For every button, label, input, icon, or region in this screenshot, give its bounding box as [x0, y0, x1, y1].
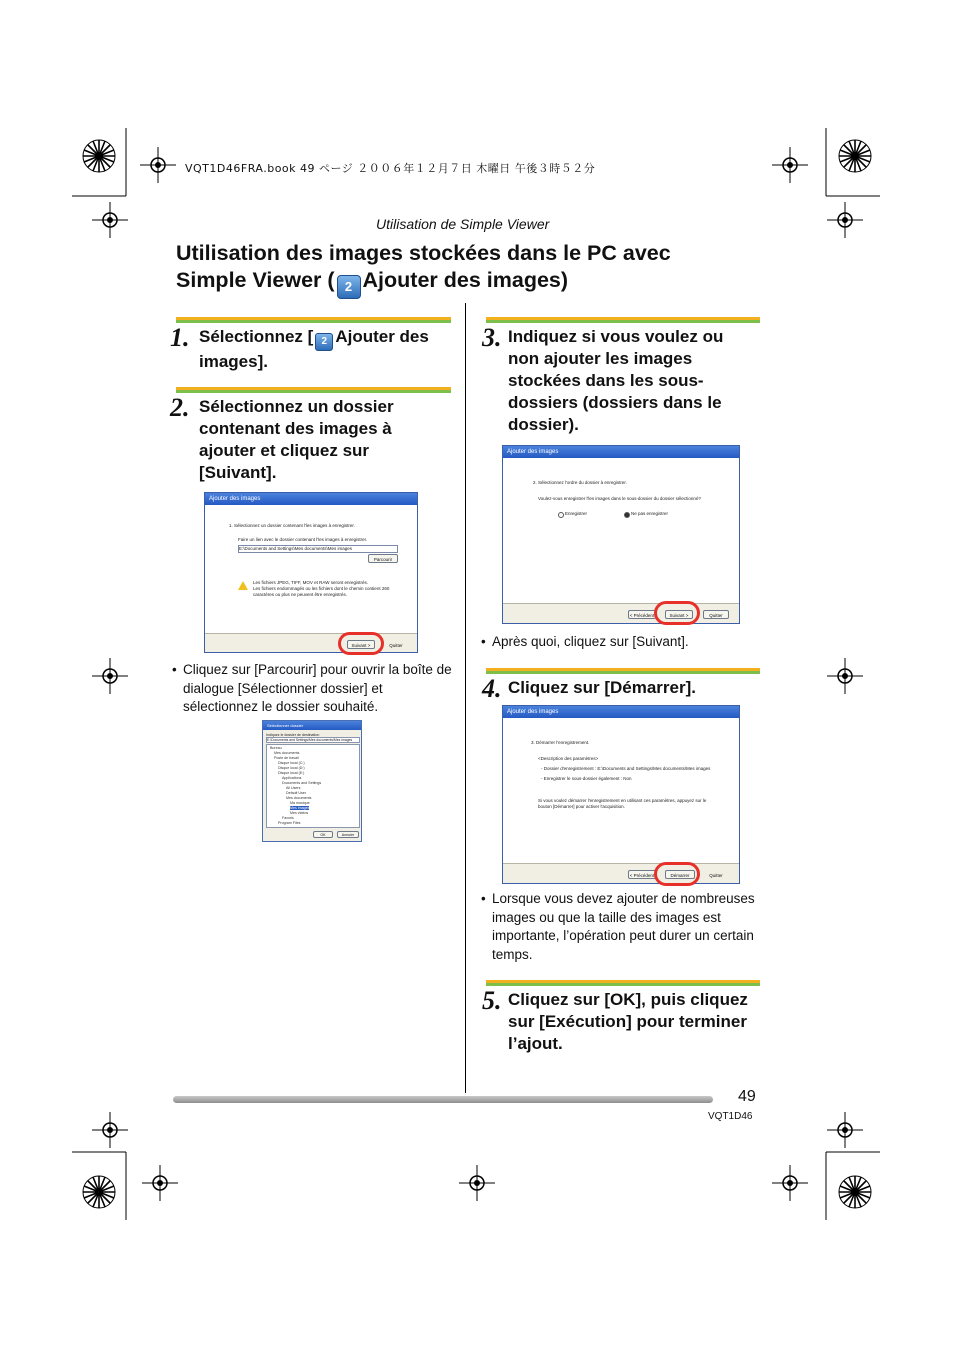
previous-button[interactable]: < Précédent — [628, 870, 656, 879]
dialog-instruction: 2. Sélectionnez l'ordre du dossier à enregistrer. — [533, 480, 627, 485]
tree-item[interactable]: Disque local (E:) — [278, 771, 305, 775]
tree-item[interactable]: Poste de travail — [274, 756, 299, 760]
step-1-text-pre: Sélectionnez [ — [199, 327, 314, 346]
tree-item[interactable]: Disque local (D:) — [278, 766, 305, 770]
step-5-number: 5. — [482, 986, 502, 1015]
dialog-instruction: 3. Démarrer l'enregistrement. — [531, 740, 590, 745]
start-hint-2: bouton [Démarrer] pour activer l'acquisition. — [538, 804, 625, 809]
step-4-number: 4. — [482, 674, 502, 703]
tree-item[interactable]: Disque local (C:) — [278, 761, 305, 765]
title-line-2-pre: Simple Viewer ( — [176, 268, 335, 292]
step-3-number: 3. — [482, 323, 502, 352]
print-header-note: VQT1D46FRA.book 49 ページ ２００６年１２月７日 木曜日 午後３時５２分 — [185, 162, 596, 175]
step-4-bar — [486, 668, 760, 674]
step-4-text: Cliquez sur [Démarrer]. — [508, 678, 696, 697]
step-4-note — [481, 890, 760, 964]
start-hint-1: Si vous voulez démarrer l'enregistrement en utilisant ces paramètres, appuyez sur le — [538, 798, 707, 803]
step-3-note — [481, 633, 757, 652]
previous-button[interactable]: < Précédent — [628, 610, 656, 619]
tree-item[interactable]: Bureau — [270, 746, 282, 750]
step-5-bar — [486, 980, 760, 986]
step-1-text — [199, 326, 457, 373]
ok-button[interactable]: OK — [313, 831, 333, 838]
title-line-2-post: Ajouter des images) — [362, 268, 569, 292]
warning-icon — [238, 581, 248, 590]
tree-item-selected[interactable]: Mes images — [290, 806, 310, 810]
step-2-number: 2. — [170, 393, 190, 422]
tree-item[interactable]: All Users — [286, 786, 301, 790]
bullet-dot: • — [481, 634, 486, 649]
add-images-dialog-step1 — [204, 492, 418, 653]
page-number: 49 — [738, 1088, 756, 1105]
tree-item[interactable]: Mes documents — [286, 796, 312, 800]
dialog-question: Voulez-vous enregistrer l'les images dans le sous-dossier du dossier sélectionné? — [538, 496, 701, 501]
cancel-button[interactable]: Annuler — [337, 831, 359, 838]
tree-item[interactable]: Default User — [286, 791, 306, 795]
step-3-note-text: Après quoi, cliquez sur [Suivant]. — [492, 634, 689, 649]
tree-item[interactable]: Applications — [282, 776, 302, 780]
step-2-text: Sélectionnez un dossier contenant des images à ajouter et cliquez sur [Suivant]. — [199, 397, 394, 482]
dialog-title: Ajouter des images — [503, 706, 739, 718]
warning-line-1: Les fichiers JPEG, TIFF, MOV et RAW seront enregistrés. — [253, 580, 369, 585]
step-1-bar — [176, 317, 451, 323]
radio-no-register[interactable] — [624, 512, 630, 518]
page-code: VQT1D46 — [708, 1111, 753, 1122]
dialog-title: Ajouter des images — [205, 493, 417, 505]
radio-no-register-label: Ne pas enregistrer — [631, 511, 669, 516]
footer-bar — [173, 1096, 713, 1103]
highlight-next-button — [654, 601, 700, 625]
settings-subfolder: - Enregistrer le sous-dossier également : Non — [541, 776, 632, 781]
step-2-bar — [176, 387, 451, 393]
tree-item[interactable]: Mes documents — [274, 751, 300, 755]
tree-item[interactable]: Favoris — [282, 816, 294, 820]
settings-heading: <Description des paramètres> — [538, 756, 599, 761]
title-line-1: Utilisation des images stockées dans le PC avec — [176, 241, 671, 265]
next-button[interactable]: Suivant > — [665, 610, 693, 619]
add-images-icon: 2 — [315, 333, 333, 351]
title-line-2 — [176, 267, 736, 299]
bullet-dot: • — [481, 891, 486, 906]
select-folder-dialog — [262, 720, 362, 842]
running-head: Utilisation de Simple Viewer — [376, 216, 550, 232]
step-3-bar — [486, 317, 760, 323]
radio-register-label: Enregistrer — [565, 511, 588, 516]
settings-folder: - Dossier d'enregistrement : E:\Documents and Settings\Mes documents\Mes images — [541, 766, 711, 771]
add-images-dialog-step3 — [502, 705, 740, 884]
warning-line-3: caractères ou plus ne peuvent être enregistrés. — [253, 592, 348, 597]
radio-register[interactable] — [558, 512, 564, 518]
folder-path-field[interactable]: E:\Documents and Settings\Mes documents\Mes images — [238, 545, 398, 553]
quit-button[interactable]: Quitter — [703, 610, 729, 619]
folder-tree[interactable] — [266, 744, 360, 828]
start-button[interactable]: Démarrer — [665, 870, 695, 879]
dialog-instruction: 1. Sélectionnez un dossier contenant l'les images à enregistrer. — [229, 523, 355, 528]
folder-path-field[interactable]: E:\Documents and Settings\Mes documents\Mes images — [266, 737, 360, 743]
dialog-title: Ajouter des images — [503, 446, 739, 458]
step-2-note-text: Cliquez sur [Parcourir] pour ouvrir la boîte de dialogue [Sélectionner dossier] et sélectionnez le dossier souhaité. — [183, 662, 452, 714]
quit-button[interactable]: Quitter — [709, 873, 723, 878]
page-title — [176, 240, 736, 299]
tree-item[interactable]: Ma musique — [290, 801, 310, 805]
tree-item[interactable]: Documents and Settings — [282, 781, 322, 785]
step-2-note — [172, 661, 453, 717]
tree-item[interactable]: Program Files — [278, 821, 301, 825]
browse-button[interactable]: Parcourir — [368, 554, 398, 563]
next-button[interactable]: Suivant > — [347, 640, 375, 649]
highlight-start-button — [654, 862, 700, 886]
highlight-next-button — [338, 632, 384, 655]
step-3-text: Indiquez si vous voulez ou non ajouter les images stockées dans les sous-dossiers (dossiers dans le dossier). — [508, 327, 724, 434]
warning-line-2: Les fichiers endommagés ou les fichiers dont le chemin contient 260 — [253, 586, 390, 591]
quit-button[interactable]: Quitter — [389, 643, 403, 648]
step-5-text: Cliquez sur [OK], puis cliquez sur [Exécution] pour terminer l’ajout. — [508, 990, 748, 1053]
step-4-note-text: Lorsque vous devez ajouter de nombreuses images ou que la taille des images est importante, l’opération peut durer un certain temps. — [492, 891, 755, 962]
tree-item[interactable]: Mes vidéos — [290, 811, 309, 815]
dialog-instruction: Indiquez le dossier de destination — [266, 733, 320, 737]
column-divider — [465, 303, 466, 1093]
dialog-title: Sélectionner dossier — [263, 721, 361, 730]
dialog-hint: Faire un lien avec le dossier contenant l'les images à enregistrer. — [238, 537, 368, 542]
add-images-dialog-step2 — [502, 445, 740, 624]
add-images-icon: 2 — [337, 275, 361, 299]
bullet-dot: • — [172, 662, 177, 677]
step-1-number: 1. — [170, 323, 190, 352]
step-1-text-post: Ajouter des images]. — [199, 327, 429, 371]
